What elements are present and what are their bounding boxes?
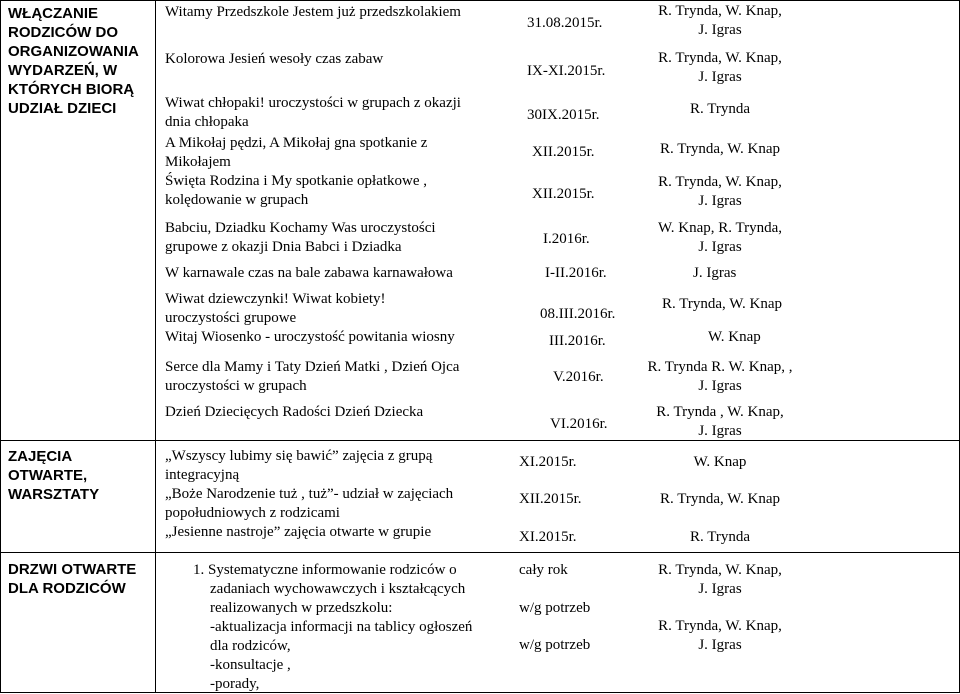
workshop-responsible: R. Trynda, W. Knap	[659, 491, 781, 507]
open-doors-date: cały rok	[519, 562, 568, 578]
event-title	[165, 219, 436, 257]
category-open-classes	[8, 447, 99, 504]
person-line: J. Igras	[698, 581, 742, 597]
workshop-line: „Boże Narodzenie tuż , tuż”- udział w zajęciach	[165, 486, 454, 502]
event-responsible	[640, 173, 800, 211]
category-open-doors	[8, 560, 136, 598]
person-line: R. Trynda , W. Knap,	[656, 404, 784, 420]
person-line: R. Trynda, W. Knap,	[658, 174, 782, 190]
event-responsible: R. Trynda, W. Knap	[659, 141, 781, 157]
person-line: R. Trynda, W. Knap,	[658, 50, 782, 66]
section-divider-2	[0, 552, 960, 553]
event-date: V.2016r.	[553, 369, 604, 385]
person-line: J. Igras	[698, 69, 742, 85]
description-line: 1. Systematyczne informowanie rodziców o	[193, 562, 457, 578]
person-line: J. Igras	[698, 193, 742, 209]
category-line: UDZIAŁ DZIECI	[8, 100, 117, 117]
event-title: Witamy Przedszkole Jestem już przedszkolakiem	[165, 4, 461, 20]
event-date: I.2016r.	[543, 231, 590, 247]
event-line: uroczystości grupowe	[165, 310, 297, 326]
event-title	[165, 358, 459, 396]
person-line: J. Igras	[698, 637, 742, 653]
description-line: -aktualizacja informacji na tablicy ogłoszeń	[210, 619, 473, 635]
event-line: Wiwat dziewczynki! Wiwat kobiety!	[165, 291, 386, 307]
event-title: W karnawale czas na bale zabawa karnawałowa	[165, 265, 453, 281]
open-doors-responsible	[640, 617, 800, 655]
person-line: R. Trynda, W. Knap,	[658, 3, 782, 19]
event-title	[165, 94, 461, 132]
table-border-top	[0, 0, 960, 1]
event-line: Święta Rodzina i My spotkanie opłatkowe ,	[165, 173, 428, 189]
person-line: W. Knap, R. Trynda,	[657, 220, 783, 236]
event-date: I-II.2016r.	[545, 265, 607, 281]
event-line: Babciu, Dziadku Kochamy Was uroczystości	[165, 220, 436, 236]
event-date: VI.2016r.	[550, 416, 608, 432]
category-line: KTÓRYCH BIORĄ	[8, 81, 135, 98]
category-line: WARSZTATY	[8, 486, 100, 503]
category-line: ZAJĘCIA	[8, 448, 73, 465]
description-line: -porady,	[210, 676, 260, 692]
event-line: Mikołajem	[165, 154, 231, 170]
person-line: R. Trynda, W. Knap,	[658, 562, 782, 578]
category-column-divider	[155, 0, 156, 693]
event-line: kolędowanie w grupach	[165, 192, 309, 208]
table-border-left	[0, 0, 1, 693]
event-responsible: R. Trynda, W. Knap	[662, 296, 783, 312]
event-responsible: W. Knap	[708, 329, 761, 345]
category-line: DLA RODZICÓW	[8, 580, 126, 597]
category-line: ORGANIZOWANIA	[8, 43, 139, 60]
event-line: A Mikołaj pędzi, A Mikołaj gna spotkanie z	[165, 135, 428, 151]
event-date: XII.2015r.	[532, 186, 595, 202]
description-line: zadaniach wychowawczych i kształcących	[210, 581, 466, 597]
workshop-date: XI.2015r.	[519, 529, 577, 545]
workshop-title	[165, 485, 453, 523]
person-line: J. Igras	[698, 22, 742, 38]
person-line: R. Trynda R. W. Knap, ,	[647, 359, 793, 375]
workshop-line: „Wszyscy lubimy się bawić” zajęcia z grupą	[165, 448, 433, 464]
event-line: Wiwat chłopaki! uroczystości w grupach z okazji	[165, 95, 461, 111]
category-line: OTWARTE,	[8, 467, 88, 484]
event-responsible	[640, 358, 800, 396]
event-date: XII.2015r.	[532, 144, 595, 160]
person-line: R. Trynda, W. Knap,	[658, 618, 782, 634]
open-doors-description	[193, 561, 472, 694]
person-line: J. Igras	[698, 423, 742, 439]
event-line: Serce dla Mamy i Taty Dzień Matki , Dzień Ojca	[165, 359, 460, 375]
event-responsible	[640, 49, 800, 87]
event-title	[165, 290, 386, 328]
section-divider-1	[0, 440, 960, 441]
event-responsible	[640, 219, 800, 257]
description-line: dla rodziców,	[210, 638, 291, 654]
event-date: III.2016r.	[549, 333, 606, 349]
event-title: Kolorowa Jesień wesoły czas zabaw	[165, 51, 384, 67]
category-line: WYDARZEŃ, W	[8, 62, 118, 79]
event-date: IX-XI.2015r.	[527, 63, 606, 79]
description-line: realizowanych w przedszkolu:	[210, 600, 393, 616]
event-line: grupowe z okazji Dnia Babci i Dziadka	[165, 239, 402, 255]
event-responsible	[640, 2, 800, 40]
event-responsible: R. Trynda	[689, 101, 751, 117]
person-line: J. Igras	[698, 239, 742, 255]
category-parent-involvement	[8, 4, 139, 118]
workshop-line: popołudniowych z rodzicami	[165, 505, 340, 521]
event-responsible	[640, 403, 800, 441]
category-line: DRZWI OTWARTE	[8, 561, 137, 578]
open-doors-date: w/g potrzeb	[519, 637, 591, 653]
event-date: 30IX.2015r.	[527, 107, 600, 123]
workshop-responsible: W. Knap	[693, 454, 747, 470]
open-doors-date: w/g potrzeb	[519, 600, 591, 616]
workshop-date: XII.2015r.	[519, 491, 582, 507]
event-responsible: J. Igras	[693, 265, 737, 281]
description-line: -konsultacje ,	[210, 657, 291, 673]
event-title: Dzień Dziecięcych Radości Dzień Dziecka	[165, 404, 424, 420]
event-line: uroczystości w grupach	[165, 378, 307, 394]
category-line: WŁĄCZANIE	[8, 5, 98, 22]
event-date: 31.08.2015r.	[527, 15, 603, 31]
event-title	[165, 172, 427, 210]
workshop-responsible: R. Trynda	[689, 529, 751, 545]
person-line: J. Igras	[698, 378, 742, 394]
event-line: dnia chłopaka	[165, 114, 249, 130]
event-title	[165, 134, 427, 172]
category-line: RODZICÓW DO	[8, 24, 118, 41]
event-date: 08.III.2016r.	[540, 306, 616, 322]
workshop-title: „Jesienne nastroje” zajęcia otwarte w grupie	[165, 524, 432, 540]
workshop-date: XI.2015r.	[519, 454, 577, 470]
open-doors-responsible	[640, 561, 800, 599]
workshop-title	[165, 447, 432, 485]
workshop-line: integracyjną	[165, 467, 240, 483]
event-title: Witaj Wiosenko - uroczystość powitania wiosny	[165, 329, 455, 345]
